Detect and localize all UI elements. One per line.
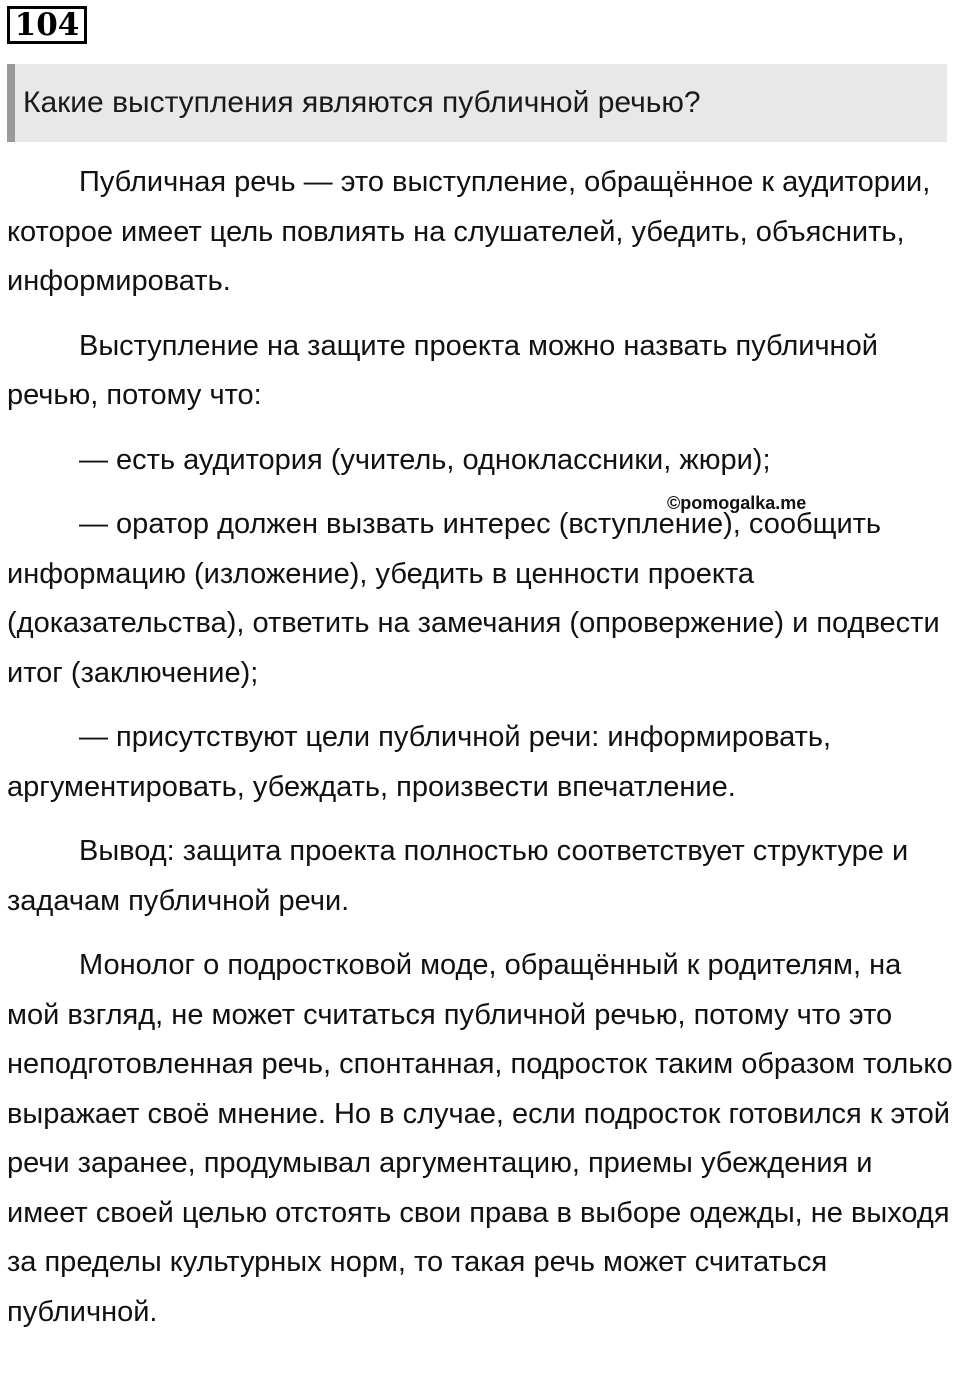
paragraph-audience: — есть аудитория (учитель, одноклассники, жюри); [79,443,771,476]
paragraph-conclusion: Вывод: защита проекта полностью соответствует структуре и задачам публичной речи. [7,835,909,917]
answer-body [7,158,957,1352]
paragraph-speech-goals: — присутствуют цели публичной речи: информировать, аргументировать, убеждать, произвести впечатление. [7,721,832,803]
paragraph-speaker-structure: — оратор должен вызвать интерес (вступление), сообщить информацию (изложение), убедить в ценности проекта (доказательства), ответить на замечания (опровержение) и подвести итог (заключение); [7,508,940,689]
task-number-badge: 104 [7,6,87,44]
paragraph-definition: Публичная речь — это выступление, обращённое к аудитории, которое имеет цель повлиять на слушателей, убедить, объяснить, информировать. [7,166,931,297]
question-text: Какие выступления являются публичной речью? [23,86,701,119]
question-box [7,64,947,142]
paragraph-project-defense: Выступление на защите проекта можно назвать публичной речью, потому что: [7,329,878,411]
question-accent-bar [7,64,15,142]
paragraph-monologue: Монолог о подростковой моде, обращённый к родителям, на мой взгляд, не может считаться публичной речью, потому что это неподготовленная речь, спонтанная, подросток таким образом только выражает своё мнение. Но в случае, если подросток готовился к этой речи заранее, продумывал аргументацию, приемы убеждения и имеет своей целью отстоять свои права в выборе одежды, не выходя за пределы культурных норм, то такая речь может считаться публичной. [7,949,953,1328]
watermark: ©pomogalka.me [667,493,807,513]
